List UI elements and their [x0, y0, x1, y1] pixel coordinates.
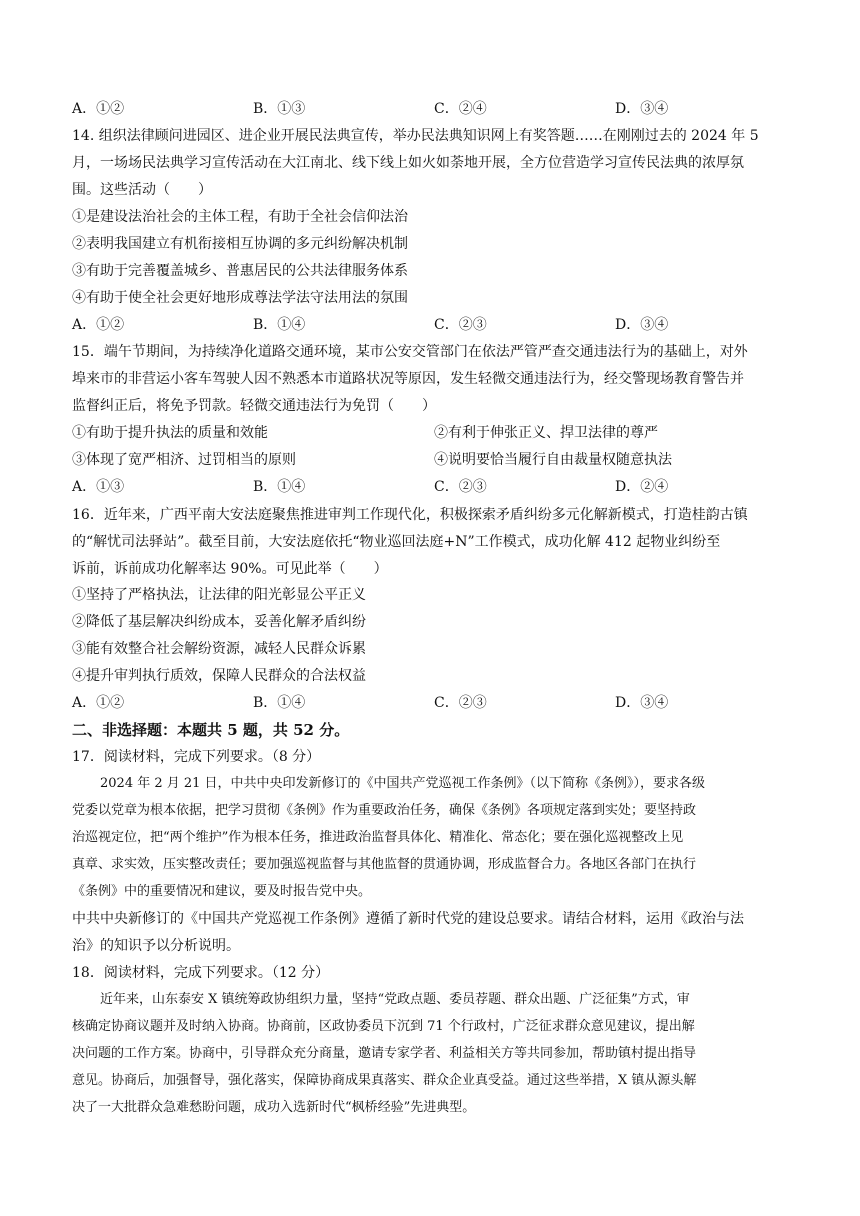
q16-options [72, 693, 792, 713]
q15-item-1: ①有助于提升执法的质量和效能 [72, 425, 268, 441]
q13-option-d[interactable]: D．③④ [615, 101, 669, 117]
q14-item-4: ④有助于使全社会更好地形成尊法学法守法用法的氛围 [72, 290, 408, 306]
q13-option-c[interactable]: C．②④ [434, 101, 487, 117]
q15-option-d[interactable]: D．②④ [615, 479, 669, 495]
q14-stem-line-1: 14. 组织法律顾问进园区、进企业开展民法典宣传，举办民法典知识网上有奖答题……在刚刚过去的 2024 年 5 [72, 128, 759, 144]
q18-material-line-2: 核确定协商议题并及时纳入协商。协商前，区政协委员下沉到 71 个行政村，广泛征求群众意见建议，提出解 [72, 1019, 695, 1034]
q17-material-line-1: 2024 年 2 月 21 日，中共中央印发新修订的《中国共产党巡视工作条例》（以下简称《条例》），要求各级 [100, 776, 706, 791]
q14-option-b[interactable]: B．①④ [253, 317, 306, 333]
q15-item-4: ④说明要恰当履行自由裁量权随意执法 [434, 452, 672, 468]
q15-option-b[interactable]: B．①④ [253, 479, 306, 495]
q15-stem-line-1: 15．端午节期间，为持续净化道路交通环境，某市公安交管部门在依法严管严查交通违法行为的基础上，对外 [72, 344, 748, 360]
q14-item-2: ②表明我国建立有机衔接相互协调的多元纠纷解决机制 [72, 236, 408, 252]
q14-option-a[interactable]: A．①② [72, 317, 125, 333]
q14-stem-line-2: 月，一场场民法典学习宣传活动在大江南北、线下线上如火如荼地开展，全方位营造学习宣传民法典的浓厚氛 [72, 155, 744, 171]
q15-option-a[interactable]: A．①③ [72, 479, 125, 495]
section-2-heading: 二、非选择题：本题共 5 题，共 52 分。 [72, 721, 350, 739]
q15-item-2: ②有利于伸张正义、捍卫法律的尊严 [434, 425, 658, 441]
q18-material-line-4: 意见。协商后，加强督导，强化落实，保障协商成果真落实、群众企业真受益。通过这些举措，X 镇从源头解 [72, 1073, 697, 1088]
q15-items-row-1 [72, 423, 792, 443]
q15-options [72, 477, 792, 497]
q15-item-3: ③体现了宽严相济、过罚相当的原则 [72, 452, 296, 468]
q17-question-line-1: 中共中央新修订的《中国共产党巡视工作条例》遵循了新时代党的建设总要求。请结合材料，运用《政治与法 [72, 911, 744, 927]
q14-item-1: ①是建设法治社会的主体工程，有助于全社会信仰法治 [72, 209, 408, 225]
q17-question-line-2: 治》的知识予以分析说明。 [72, 938, 240, 954]
q16-item-2: ②降低了基层解决纠纷成本，妥善化解矛盾纠纷 [72, 614, 366, 630]
q15-stem-line-2: 埠来市的非营运小客车驾驶人因不熟悉本市道路状况等原因，发生轻微交通违法行为，经交警现场教育警告并 [72, 371, 744, 387]
q17-material-line-5: 《条例》中的重要情况和建议，要及时报告党中央。 [72, 884, 372, 899]
q16-stem-line-3: 诉前，诉前成功化解率达 90%。可见此举（ ） [72, 561, 388, 577]
q13-options [72, 99, 792, 119]
q17-header: 17．阅读材料，完成下列要求。（8 分） [72, 749, 321, 765]
q16-option-a[interactable]: A．①② [72, 695, 125, 711]
q16-stem-line-1: 16．近年来，广西平南大安法庭聚焦推进审判工作现代化，积极探索矛盾纠纷多元化解新模式，打造桂韵古镇 [72, 507, 748, 523]
q15-option-c[interactable]: C．②③ [434, 479, 487, 495]
q15-items-row-2 [72, 450, 792, 470]
q16-item-1: ①坚持了严格执法，让法律的阳光彰显公平正义 [72, 587, 366, 603]
q18-material-line-3: 决问题的工作方案。协商中，引导群众充分商量，邀请专家学者、利益相关方等共同参加，帮助镇村提出指导 [72, 1046, 697, 1061]
q14-item-3: ③有助于完善覆盖城乡、普惠居民的公共法律服务体系 [72, 263, 408, 279]
q16-option-c[interactable]: C．②③ [434, 695, 487, 711]
q13-option-b[interactable]: B．①③ [253, 101, 306, 117]
q16-item-3: ③能有效整合社会解纷资源，减轻人民群众诉累 [72, 641, 366, 657]
q18-header: 18．阅读材料，完成下列要求。（12 分） [72, 965, 330, 981]
q14-option-d[interactable]: D．③④ [615, 317, 669, 333]
q17-material-line-3: 治巡视定位，把“两个维护”作为根本任务，推进政治监督具体化、精准化、常态化；要在强化巡视整改上见 [72, 830, 684, 845]
q17-material-line-2: 党委以党章为根本依据，把学习贯彻《条例》作为重要政治任务，确保《条例》各项规定落到实处；要坚持政 [72, 803, 697, 818]
q14-stem-line-3: 围。这些活动（ ） [72, 182, 212, 198]
q14-options [72, 315, 792, 335]
q16-option-b[interactable]: B．①④ [253, 695, 306, 711]
q16-option-d[interactable]: D．③④ [615, 695, 669, 711]
q14-option-c[interactable]: C．②③ [434, 317, 487, 333]
q17-material-line-4: 真章、求实效，压实整改责任；要加强巡视监督与其他监督的贯通协调，形成监督合力。各地区各部门在执行 [72, 857, 697, 872]
q18-material-line-5: 决了一大批群众急难愁盼问题，成功入选新时代“枫桥经验”先进典型。 [72, 1100, 476, 1115]
q16-item-4: ④提升审判执行质效，保障人民群众的合法权益 [72, 668, 366, 684]
q18-material-line-1: 近年来，山东泰安 X 镇统筹政协组织力量，坚持“党政点题、委员荐题、群众出题、广泛征集”方式，审 [100, 992, 690, 1007]
q13-option-a[interactable]: A．①② [72, 101, 125, 117]
q16-stem-line-2: 的“解忧司法驿站”。截至目前，大安法庭依托“物业巡回法庭+N”工作模式，成功化解 412 起物业纠纷至 [72, 534, 721, 550]
q15-stem-line-3: 监督纠正后，将免予罚款。轻微交通违法行为免罚（ ） [72, 398, 436, 414]
